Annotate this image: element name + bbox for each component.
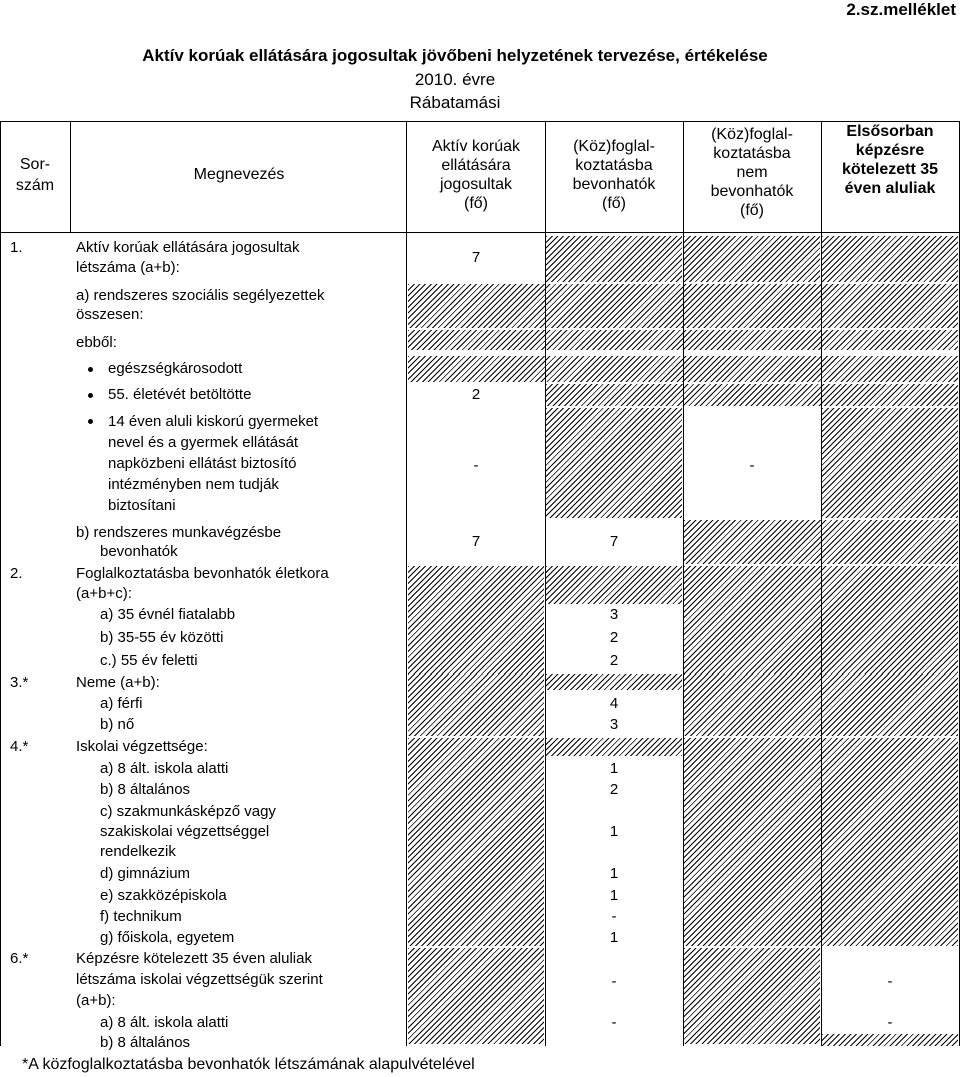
hatch-b2-c2	[546, 384, 958, 406]
row-b-col2: 7	[609, 533, 619, 550]
row-4-number: 4.*	[10, 738, 29, 755]
row-b-label-1: b) rendszeres munkavégzésbe	[76, 524, 282, 541]
header-sorszam-1: Sor-	[19, 156, 51, 173]
row-2a-label: a) 35 évnél fiatalabb	[100, 606, 236, 623]
row-6-label-3: (a+b):	[76, 992, 116, 1009]
header-col3: (Köz)foglal- koztatásba nem bevonhatók (fő)	[710, 126, 794, 219]
row-2b-col2: 2	[609, 629, 619, 646]
header-col1: Aktív korúak ellátására jogosultak (fő)	[431, 138, 521, 212]
row-2-label-1: Foglalkoztatásba bevonhatók életkora	[76, 565, 329, 582]
row-2a-col2: 3	[609, 606, 619, 623]
row-2c-col2: 2	[609, 652, 619, 669]
hatch-c4-r1	[822, 236, 958, 282]
hatch-r2-c2	[546, 566, 682, 604]
hatch-r6-c1	[408, 948, 544, 1044]
document-municipality: Rábatamási	[409, 93, 501, 112]
row-ebbol-label: ebből:	[76, 334, 117, 351]
row-a-label-1: a) rendszeres szociális segélyezettek	[76, 287, 325, 304]
hatch-r3-head-c2	[546, 674, 682, 690]
header-col2: (Köz)foglal- koztatásba bevonhatók (fő)	[572, 138, 656, 212]
row-b1-label: egészségkárosodott	[108, 360, 243, 377]
row-2-number: 2.	[10, 565, 23, 582]
row-3a-col2: 4	[609, 695, 619, 712]
row-4c-label-1: c) szakmunkásképző vagy	[100, 803, 276, 820]
header-megnevezes: Megnevezés	[193, 166, 285, 183]
row-4f-col2: -	[611, 908, 617, 925]
row-3b-col2: 3	[609, 716, 619, 733]
bullet-3	[88, 419, 93, 424]
row-4c-col2: 1	[609, 823, 619, 840]
row-2b-label: b) 35-55 év közötti	[100, 629, 224, 646]
row-6-number: 6.*	[10, 950, 29, 967]
header-sorszam-2: szám	[15, 177, 55, 194]
row-4d-label: d) gimnázium	[100, 865, 191, 882]
row-b3-label-4: intézményben nem tudják	[108, 476, 279, 493]
document-title: Aktív korúak ellátására jogosultak jövőbeni helyzetének tervezése, értékelése	[142, 46, 768, 65]
row-2-label-2: (a+b+c):	[76, 585, 132, 602]
row-3b-label: b) nő	[100, 716, 135, 733]
row-4d-col2: 1	[609, 865, 619, 882]
row-2c-label: c.) 55 év feletti	[100, 652, 198, 669]
bullet-2	[88, 393, 93, 398]
row-6-col2: -	[611, 973, 617, 990]
row-b3-col3: -	[749, 457, 755, 474]
row-4c-label-2: szakiskolai végzettséggel	[100, 823, 270, 840]
row-6a-label: a) 8 ált. iskola alatti	[100, 1014, 229, 1031]
bullet-1	[88, 367, 93, 372]
row-4a-col2: 1	[609, 760, 619, 777]
hatch-c2-r1	[546, 236, 682, 282]
row-b3-label-5: biztosítani	[108, 497, 176, 514]
row-b3-label-1: 14 éven aluli kiskorú gyermeket	[108, 413, 319, 430]
row-4g-label: g) főiskola, egyetem	[100, 929, 235, 946]
hatch-r3-c1	[408, 674, 544, 736]
hatch-r6-c3	[684, 948, 820, 1044]
row-4b-col2: 2	[609, 781, 619, 798]
annex-label: 2.sz.melléklet	[846, 0, 956, 19]
hatch-b3-c4	[822, 408, 958, 518]
row-b3-col1: -	[473, 457, 479, 474]
row-b3-label-3: napközbeni ellátást biztosító	[108, 455, 297, 472]
row-b2-label: 55. életévét betöltötte	[108, 386, 252, 403]
row-4c-label-3: rendelkezik	[100, 843, 176, 860]
row-4b-label: b) 8 általános	[100, 781, 191, 798]
row-6-col4: -	[887, 973, 893, 990]
hatch-b3-c2	[546, 408, 682, 518]
row-6b-label: b) 8 általános	[100, 1034, 191, 1051]
document-year: 2010. évre	[414, 70, 496, 89]
row-4g-col2: 1	[609, 929, 619, 946]
hatch-r4-c1	[408, 738, 544, 946]
row-4e-col2: 1	[609, 887, 619, 904]
header-col4: Elsősorban képzésre kötelezett 35 éven aluliak	[841, 123, 939, 197]
row-b-label-2: bevonhatók	[100, 543, 178, 560]
row-6-label-2: létszáma iskolai végzettségük szerint	[76, 971, 323, 988]
hatch-r6b-c4	[822, 1034, 958, 1046]
row-a-label-2: összesen:	[76, 306, 144, 323]
row-6a-col2: -	[611, 1014, 617, 1031]
row-4f-label: f) technikum	[100, 908, 182, 925]
row-4a-label: a) 8 ált. iskola alatti	[100, 760, 229, 777]
row-b-col1: 7	[471, 533, 481, 550]
row-1-label-2: létszáma (a+b):	[76, 259, 180, 276]
row-6-label-1: Képzésre kötelezett 35 éven aluliak	[76, 950, 312, 967]
hatch-r4-head-c2	[546, 738, 682, 756]
row-b2-col1: 2	[471, 386, 481, 403]
row-3-label: Neme (a+b):	[76, 674, 160, 691]
hatch-c3-r1	[684, 236, 820, 282]
footnote: *A közfoglalkoztatásba bevonhatók létszámának alapulvételével	[22, 1056, 475, 1073]
row-3a-label: a) férfi	[100, 695, 143, 712]
row-4e-label: e) szakközépiskola	[100, 887, 227, 904]
row-6a-col4: -	[887, 1014, 893, 1031]
row-3-number: 3.*	[10, 674, 29, 691]
row-1-label-1: Aktív korúak ellátására jogosultak	[76, 239, 300, 256]
row-4-label: Iskolai végzettsége:	[76, 738, 208, 755]
row-1-number: 1.	[10, 239, 23, 256]
row-1-col1: 7	[471, 249, 481, 266]
row-b3-label-2: nevel és a gyermek ellátását	[108, 434, 299, 451]
